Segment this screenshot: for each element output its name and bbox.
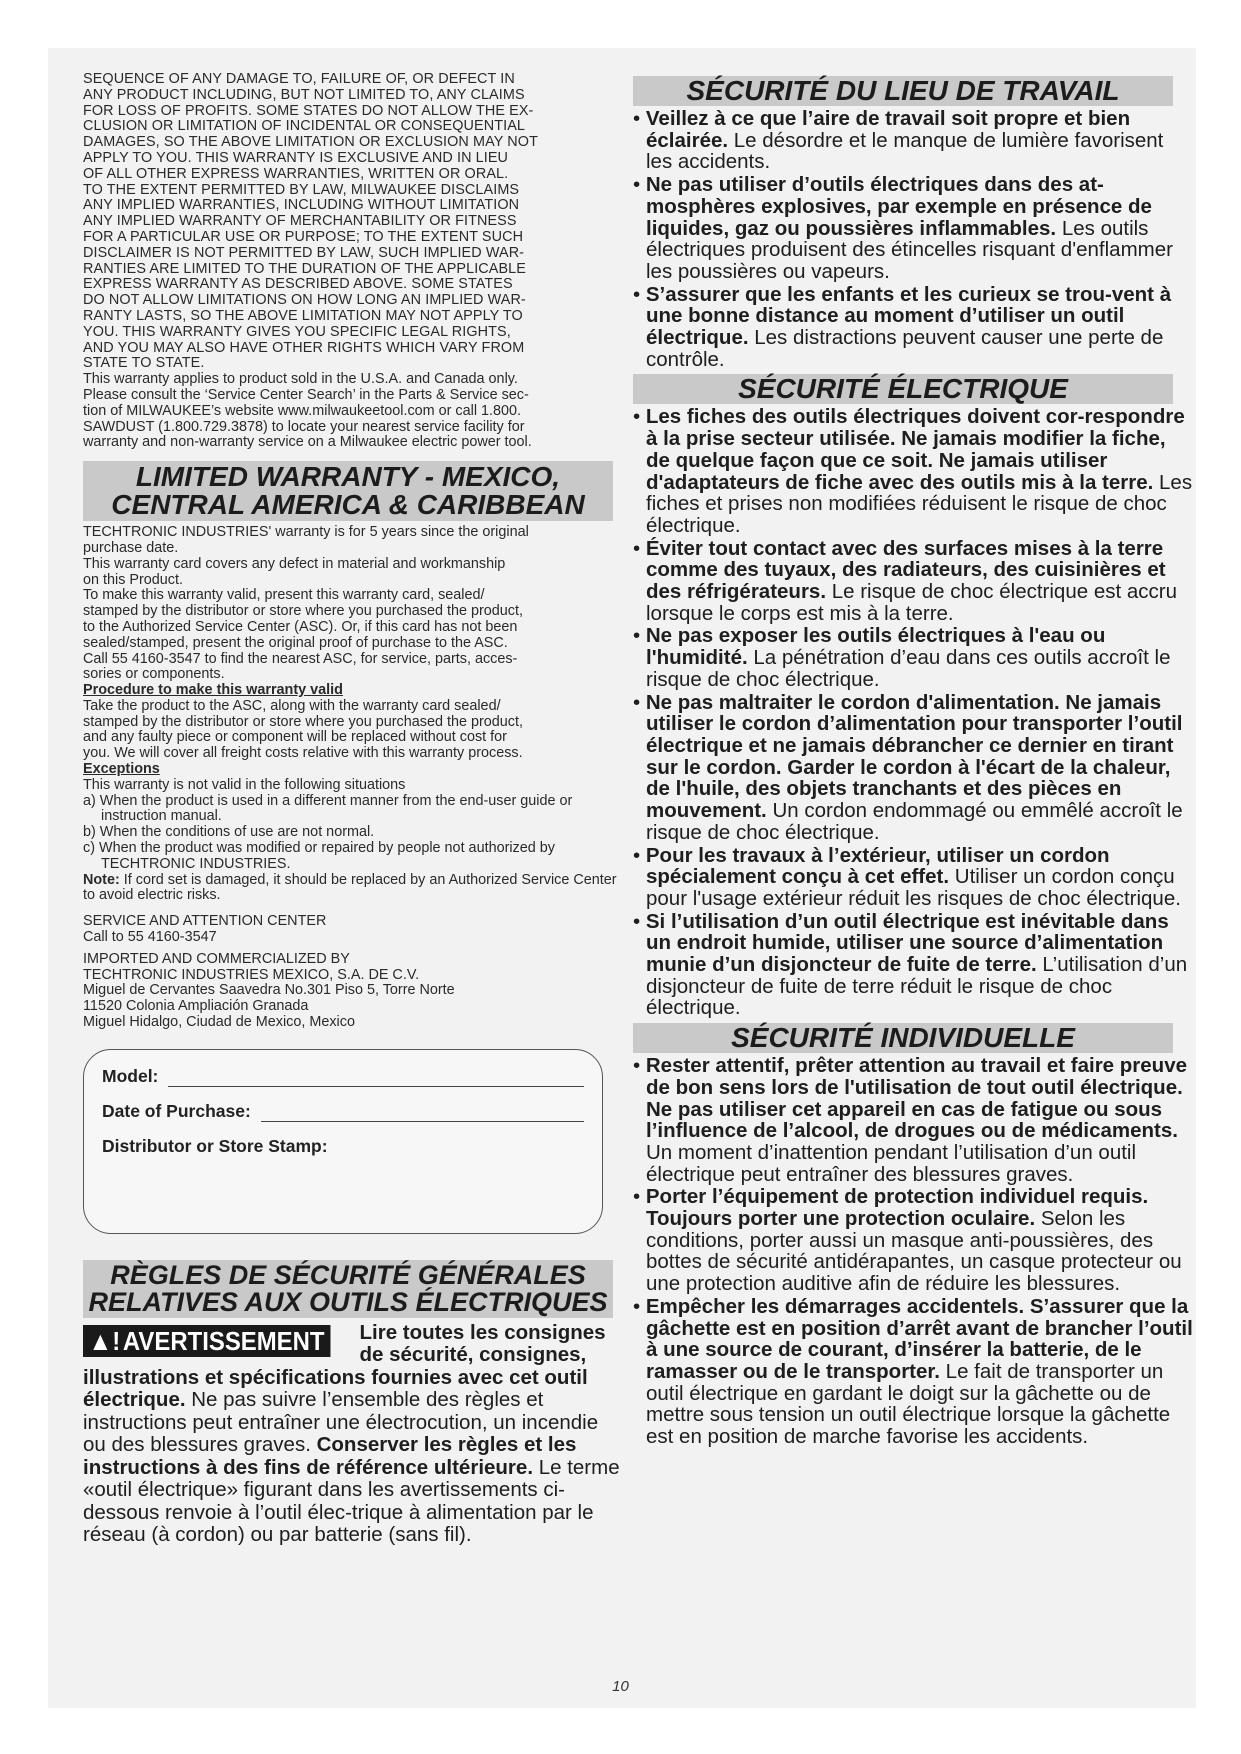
item-text: Les fiches et prises non modifiées réduisent le risque de choc électrique. — [646, 470, 1193, 537]
text-line: you. We will cover all freight costs relative with this warranty process. — [83, 745, 523, 762]
date-line — [261, 1105, 584, 1122]
warning-text: Le terme «outil électrique» figurant dans les avertissements ci-dessous renvoie à l’outil élec-trique à alimentation par le réseau (à cordon) ou par batterie (sans fil). — [83, 1455, 620, 1547]
text-line: DISCLAIMER IS NOT PERMITTED BY LAW, SUCH IMPLIED WAR- — [83, 244, 525, 261]
list-item: • Ne pas exposer les outils électriques à l'eau ou l'humidité. La pénétration d’eau dans ces outils accroît le risque de choc électrique. — [633, 624, 1171, 691]
item-bold: Porter l’équipement de protection individuel requis. Toujours porter une protection oculaire. — [645, 1185, 1149, 1231]
text-line: warranty and non-warranty service on a Milwaukee electric power tool. — [83, 434, 532, 451]
text-line: SERVICE AND ATTENTION CENTER — [83, 913, 327, 930]
item-bold: Si l’utilisation d’un outil électrique est inévitable dans un endroit humide, utiliser une source d’alimentation munie d’un disjoncteur de fuite de terre. — [645, 909, 1169, 977]
text-line: TECHTRONIC INDUSTRIES' warranty is for 5 years since the original — [83, 524, 529, 541]
exception-item: b) When the conditions of use are not normal. — [83, 824, 375, 841]
item-bold: Veillez à ce que l’aire de travail soit propre et bien éclairée. — [645, 107, 1131, 152]
item-text: Selon les conditions, porter aussi un masque anti-poussières, des bottes de sécurité antidérapantes, un casque protecteur ou une protection auditive afin de réduire les blessures. — [646, 1207, 1182, 1296]
text-line: FOR A PARTICULAR USE OR PURPOSE; TO THE EXTENT SUCH — [83, 228, 524, 245]
date-of-purchase-field[interactable] — [102, 1101, 584, 1122]
text-line: CLUSION OR LIMITATION OF INCIDENTAL OR CONSEQUENTIAL — [83, 118, 526, 135]
item-bold: Les fiches des outils électriques doivent cor-respondre à la prise secteur utilisée. Ne jamais modifier la fiche, de quelque façon que ce soit. Ne jamais utiliser d'adaptateurs de fiche avec des outils mis à la terre. — [645, 405, 1185, 494]
warranty-stamp-box — [83, 1049, 603, 1234]
warning-badge-label: AVERTISSEMENT — [122, 1325, 325, 1356]
item-bold: S’assurer que les enfants et les curieux se trou-vent à une bonne distance au moment d’utiliser un outil électrique. — [645, 282, 1172, 350]
left-column — [83, 72, 623, 1547]
text-line: EXPRESS WARRANTY AS DESCRIBED ABOVE. SOME STATES — [83, 276, 513, 293]
text-line: sories or components. — [83, 666, 225, 683]
model-label: Model: — [102, 1065, 159, 1086]
list-item: • Porter l’équipement de protection individuel requis. Toujours porter une protection oculaire. Selon les conditions, porter aussi un masque anti-poussières, des bottes de sécurité antidérapantes, un casque protecteur ou une protection auditive afin de réduire les blessures. — [633, 1185, 1182, 1296]
page-number: 10 — [612, 1678, 629, 1695]
distributor-stamp-field[interactable] — [102, 1136, 584, 1157]
item-text: L’utilisation d’un disjoncteur de fuite de terre réduit le risque de choc électrique. — [646, 953, 1188, 1020]
text-line: ANY IMPLIED WARRANTIES, INCLUDING WITHOUT LIMITATION — [83, 197, 520, 214]
item-bold: Pour les travaux à l’extérieur, utiliser un cordon spécialement conçu à cet effet. — [645, 843, 1110, 889]
warning-bold-text: Conserver les règles et les instructions à des fins de référence ultérieure. — [83, 1433, 577, 1479]
general-rules-heading — [83, 1260, 613, 1318]
item-text: Le fait de transporter un outil électrique en gardant le doigt sur la gâchette ou de mettre sous tension un outil électrique lorsque la gâchette est en position de marche favorise les accidents. — [646, 1359, 1171, 1449]
list-item: • Rester attentif, prêter attention au travail et faire preuve de bon sens lors de l'utilisation de tout outil électrique. Ne pas utiliser cet appareil en cas de fatigue ou sous l’influence de l’alcool, de drogues ou de médicaments. Un moment d’inattention pendant l’utilisation d’un outil électrique peut entraîner des blessures graves. — [633, 1054, 1188, 1186]
item-text: Un moment d’inattention pendant l’utilisation d’un outil électrique peut entraîner des blessures graves. — [646, 1140, 1137, 1186]
right-column — [633, 76, 1193, 1449]
model-field[interactable] — [102, 1066, 584, 1087]
warranty-disclaimer — [83, 72, 623, 372]
personal-safety-heading: SÉCURITÉ INDIVIDUELLE — [633, 1023, 1173, 1053]
model-line — [168, 1070, 584, 1087]
text-line: SAWDUST (1.800.729.3878) to locate your nearest service facility for — [83, 418, 525, 435]
text-line: purchase date. — [83, 539, 179, 556]
exception-item: c) When the product was modified or repaired by people not authorized by TECHTRONIC INDUSTRIES. — [83, 840, 555, 872]
text-line: IMPORTED AND COMMERCIALIZED BY — [83, 950, 350, 967]
text-line: tion of MILWAUKEE’s website www.milwaukeetool.com or call 1.800. — [83, 402, 522, 419]
procedure-heading: Procedure to make this warranty valid — [83, 682, 343, 699]
text-line: Call to 55 4160-3547 — [83, 929, 217, 946]
text-line: Miguel de Cervantes Saavedra No.301 Piso 5, Torre Norte — [83, 982, 455, 999]
item-text: Le risque de choc électrique est accru lorsque le corps est mis à la terre. — [646, 580, 1178, 625]
item-text: Un cordon endommagé ou emmêlé accroît le risque de choc électrique. — [646, 799, 1183, 844]
heading-line: RELATIVES AUX OUTILS ÉLECTRIQUES — [88, 1286, 608, 1317]
item-bold: Ne pas utiliser d’outils électriques dans des at-mosphères explosives, par exemple en présence de liquides, gaz ou poussières inflammables. — [645, 173, 1152, 240]
text-line: OF ALL OTHER EXPRESS WARRANTIES, WRITTEN OR ORAL. — [83, 165, 509, 182]
text-line: TECHTRONIC INDUSTRIES MEXICO, S.A. DE C.V. — [83, 966, 420, 983]
list-item: • Les fiches des outils électriques doivent cor-respondre à la prise secteur utilisée. Ne jamais modifier la fiche, de quelque façon que ce soit. Ne jamais utiliser d'adaptateurs de fiche avec des outils mis à la terre. Les fiches et prises non modifiées réduisent le risque de choc électrique. — [633, 405, 1193, 537]
item-bold: Rester attentif, prêter attention au travail et faire preuve de bon sens lors de l'utilisation de tout outil électrique. Ne pas utiliser cet appareil en cas de fatigue ou sous l’influence de l’alcool, de drogues ou de médicaments. — [645, 1054, 1188, 1143]
list-item: • Ne pas utiliser d’outils électriques dans des at-mosphères explosives, par exemple en présence de liquides, gaz ou poussières inflammables. Les outils électriques produisent des étincelles risquant d'enflammer les poussières ou vapeurs. — [633, 173, 1173, 283]
item-bold: Ne pas exposer les outils électriques à l'eau ou l'humidité. — [645, 624, 1106, 670]
date-label: Date of Purchase: — [102, 1100, 251, 1121]
text-line: DAMAGES, SO THE ABOVE LIMITATION OR EXCLUSION MAY NOT — [83, 134, 538, 151]
list-item: • Empêcher les démarrages accidentels. S’assurer que la gâchette est en position d’arrêt avant de brancher l’outil à une source de courant, d’insérer la batterie, de le ramasser ou de le transporter. Le fait de transporter un outil électrique en gardant le doigt sur la gâchette ou de mettre sous tension un outil électrique lorsque la gâchette est en position de marche favorise les accidents. — [633, 1294, 1193, 1449]
note-paragraph — [83, 873, 623, 905]
note-text: If cord set is damaged, it should be replaced by an Authorized Service Center to avoid electric risks. — [83, 871, 617, 904]
text-line: and any faulty piece or component will be replaced without cost for — [83, 729, 507, 746]
text-line: Take the product to the ASC, along with the warranty card sealed/ — [83, 697, 501, 714]
text-line: This warranty applies to product sold in the U.S.A. and Canada only. — [83, 371, 518, 388]
item-bold: Éviter tout contact avec des surfaces mises à la terre comme des tuyaux, des radiateurs, des cuisinières et des réfrigérateurs. — [645, 536, 1166, 604]
electrical-safety-heading: SÉCURITÉ ÉLECTRIQUE — [633, 374, 1173, 404]
list-item: • Éviter tout contact avec des surfaces mises à la terre comme des tuyaux, des radiateurs, des cuisinières et des réfrigérateurs. Le risque de choc électrique est accru lorsque le corps est mis à la terre. — [633, 536, 1178, 625]
text-line: AND YOU MAY ALSO HAVE OTHER RIGHTS WHICH VARY FROM — [83, 339, 525, 356]
heading-line: CENTRAL AMERICA & CARIBBEAN — [111, 489, 585, 521]
distributor-label: Distributor or Store Stamp: — [102, 1135, 328, 1156]
text-line: Please consult the ‘Service Center Search’ in the Parts & Service sec- — [83, 386, 529, 403]
item-text: Les distractions peuvent causer une perte de contrôle. — [646, 326, 1164, 371]
text-line: on this Product. — [83, 571, 183, 588]
workplace-safety-heading: SÉCURITÉ DU LIEU DE TRAVAIL — [633, 76, 1173, 106]
text-line: to the Authorized Service Center (ASC). Or, if this card has not been — [83, 618, 518, 635]
exceptions-heading: Exceptions — [83, 761, 160, 778]
list-item: • Veillez à ce que l’aire de travail soit propre et bien éclairée. Le désordre et le manque de lumière favorisent les accidents. — [633, 107, 1164, 174]
text-line: Call 55 4160-3547 to find the nearest ASC, for service, parts, acces- — [83, 650, 518, 667]
text-line: FOR LOSS OF PROFITS. SOME STATES DO NOT ALLOW THE EX- — [83, 102, 534, 119]
list-item: • Ne pas maltraiter le cordon d'alimentation. Ne jamais utiliser le cordon d’alimentation pour transporter l’outil électrique et ne jamais débrancher ce dernier en tirant sur le cordon. Garder le cordon à l'écart de la chaleur, de l'huile, des objets tranchants et des pièces en mouvement. Un cordon endommagé ou emmêlé accroît le risque de choc électrique. — [633, 690, 1183, 844]
text-line: ANY PRODUCT INCLUDING, BUT NOT LIMITED TO, ANY CLAIMS — [83, 86, 525, 103]
item-text: Les outils électriques produisent des étincelles risquant d'enflammer les poussières ou vapeurs. — [646, 216, 1173, 283]
mexico-warranty-heading — [83, 461, 613, 521]
warning-badge — [83, 1325, 330, 1357]
text-line: YOU. THIS WARRANTY GIVES YOU SPECIFIC LEGAL RIGHTS, — [83, 323, 511, 340]
warning-triangle-icon: ▲! — [88, 1325, 121, 1356]
text-line: stamped by the distributor or store where you purchased the product, — [83, 603, 523, 620]
warning-text: Ne pas suivre l’ensemble des règles et instructions peut entraîner une électrocution, un incendie ou des blessures graves. — [83, 1388, 599, 1457]
list-item: • Pour les travaux à l’extérieur, utiliser un cordon spécialement conçu à cet effet. Utiliser un cordon conçu pour l'usage extérieur réduit les risques de choc électrique. — [633, 843, 1181, 910]
text-line: This warranty card covers any defect in material and workmanship — [83, 555, 506, 572]
text-line: TO THE EXTENT PERMITTED BY LAW, MILWAUKEE DISCLAIMS — [83, 181, 520, 198]
warning-bold-text: Lire toutes les consignes de sécurité, consignes, illustrations et spécifications fournies avec cet outil électrique. — [83, 1320, 606, 1412]
text-line: APPLY TO YOU. THIS WARRANTY IS EXCLUSIVE AND IN LIEU — [83, 149, 509, 166]
note-label: Note: — [83, 871, 120, 888]
text-line: To make this warranty valid, present this warranty card, sealed/ — [83, 587, 485, 604]
warning-paragraph — [83, 1322, 623, 1547]
text-line: 11520 Colonia Ampliación Granada — [83, 998, 309, 1015]
item-text: Utiliser un cordon conçu pour l'usage extérieur réduit les risques de choc électrique. — [646, 865, 1181, 910]
text-line: RANTIES ARE LIMITED TO THE DURATION OF THE APPLICABLE — [83, 260, 526, 277]
item-text: Le désordre et le manque de lumière favorisent les accidents. — [646, 128, 1164, 174]
item-bold: Ne pas maltraiter le cordon d'alimentation. Ne jamais utiliser le cordon d’alimentation pour transporter l’outil électrique et ne jamais débrancher ce dernier en tirant sur le cordon. Garder le cordon à l'écart de la chaleur, de l'huile, des objets tranchants et des pièces en mouvement. — [645, 690, 1183, 823]
text-line: SEQUENCE OF ANY DAMAGE TO, FAILURE OF, OR DEFECT IN — [83, 71, 515, 87]
text-line: DO NOT ALLOW LIMITATIONS ON HOW LONG AN IMPLIED WAR- — [83, 292, 526, 309]
text-line: RANTY LASTS, SO THE ABOVE LIMITATION MAY NOT APPLY TO — [83, 307, 523, 324]
text-line: This warranty is not valid in the following situations — [83, 776, 406, 793]
text-line: stamped by the distributor or store where you purchased the product, — [83, 713, 523, 730]
text-line: sealed/stamped, present the original proof of purchase to the ASC. — [83, 634, 508, 651]
exception-item: a) When the product is used in a different manner from the end-user guide or instruction manual. — [83, 792, 573, 825]
heading-line: RÈGLES DE SÉCURITÉ GÉNÉRALES — [110, 1259, 586, 1290]
item-text: La pénétration d’eau dans ces outils accroît le risque de choc électrique. — [646, 646, 1171, 691]
list-item: • Si l’utilisation d’un outil électrique est inévitable dans un endroit humide, utiliser une source d’alimentation munie d’un disjoncteur de fuite de terre. L’utilisation d’un disjoncteur de fuite de terre réduit le risque de choc électrique. — [633, 909, 1188, 1020]
mexico-warranty-body — [83, 525, 623, 1031]
list-item: • S’assurer que les enfants et les curieux se trou-vent à une bonne distance au moment d’utiliser un outil électrique. Les distractions peuvent causer une perte de contrôle. — [633, 282, 1172, 371]
text-line: STATE TO STATE. — [83, 355, 205, 372]
heading-line: LIMITED WARRANTY - MEXICO, — [135, 461, 561, 493]
us-canada-paragraph — [83, 372, 623, 451]
text-line: ANY IMPLIED WARRANTY OF MERCHANTABILITY OR FITNESS — [83, 213, 517, 230]
text-line: Miguel Hidalgo, Ciudad de Mexico, Mexico — [83, 1014, 355, 1031]
item-bold: Empêcher les démarrages accidentels. S’assurer que la gâchette est en position d’arrêt avant de brancher l’outil à une source de courant, d’insérer la batterie, de le ramasser ou de le transporter. — [645, 1294, 1193, 1383]
